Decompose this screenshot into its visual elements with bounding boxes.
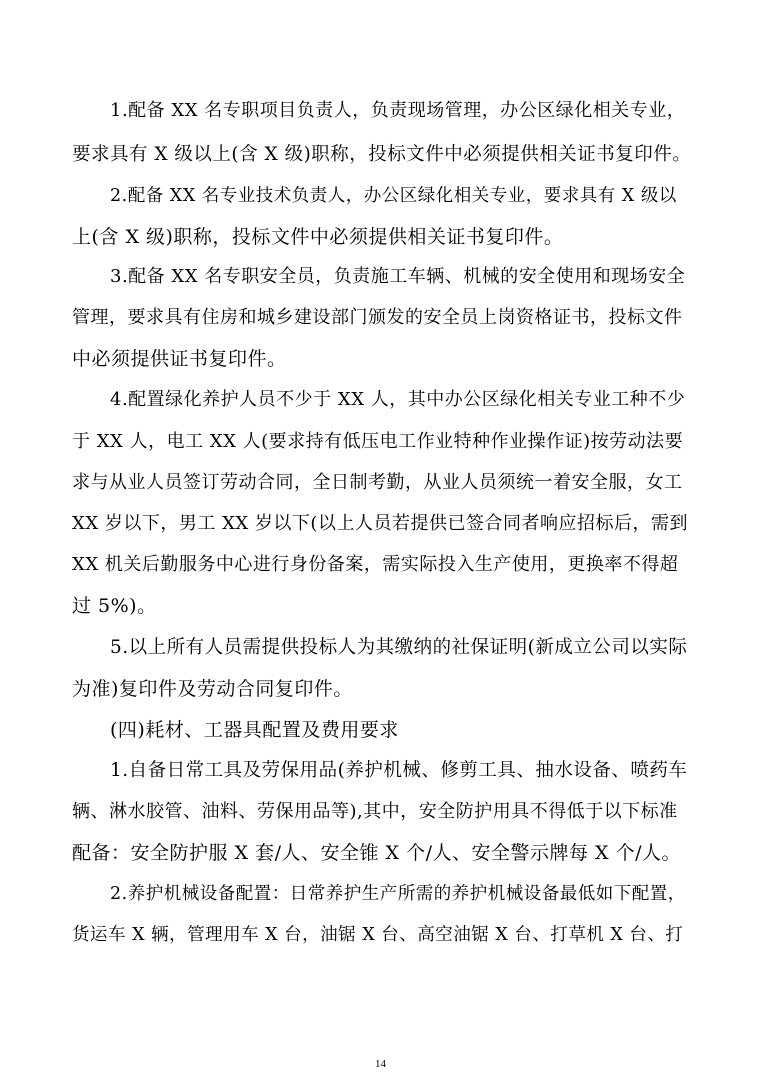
paragraph-line: 求与从业人员签订劳动合同，全日制考勤，从业人员须统一着安全服，女工 [72, 472, 683, 493]
paragraph-line: 2.配备 XX 名专业技术负责人，办公区绿化相关专业，要求具有 X 级以 [110, 186, 677, 206]
paragraph-line: XX 机关后勤服务中心进行身份备案，需实际投入生产使用，更换率不得超 [72, 554, 679, 575]
paragraph-line: 管理，要求具有住房和城乡建设部门颁发的安全员上岗资格证书，投标文件 [72, 307, 683, 328]
paragraph-line: 3.配备 XX 名专职安全员，负责施工车辆、机械的安全使用和现场安全 [110, 266, 686, 287]
paragraph-line: 过 5%)。 [72, 595, 157, 617]
paragraph-line: XX 岁以下，男工 XX 岁以下(以上人员若提供已签合同者响应招标后，需到 [72, 513, 688, 534]
paragraph-line: 配备：安全防护服 X 套/人、安全锥 X 个/人、安全警示牌每 X 个/人。 [72, 842, 682, 864]
section-heading: (四)耗材、工器具配置及费用要求 [110, 719, 399, 741]
paragraph-line: 1.自备日常工具及劳保用品(养护机械、修剪工具、抽水设备、喷药车 [110, 760, 688, 781]
paragraph-line: 1.配备 XX 名专职项目负责人，负责现场管理，办公区绿化相关专业， [110, 100, 686, 121]
paragraph-line: 货运车 X 辆，管理用车 X 台，油锯 X 台、高空油锯 X 台、打草机 X 台、打 [72, 925, 684, 945]
paragraph-line: 2.养护机械设备配置：日常养护生产所需的养护机械设备最低如下配置， [110, 884, 686, 904]
paragraph-line: 为准)复印件及劳动合同复印件。 [72, 678, 353, 700]
paragraph-line: 5.以上所有人员需提供投标人为其缴纳的社保证明(新成立公司以实际 [110, 637, 688, 658]
paragraph-line: 要求具有 X 级以上(含 X 级)职称，投标文件中必须提供相关证书复印件。 [72, 144, 692, 165]
page-number: 14 [375, 1058, 386, 1070]
paragraph-line: 于 XX 人，电工 XX 人(要求持有低压电工作业特种作业操作证)按劳动法要 [72, 431, 684, 452]
paragraph-line: 上(含 X 级)职称，投标文件中必须提供相关证书复印件。 [72, 226, 564, 248]
paragraph-line: 中必须提供证书复印件。 [72, 348, 287, 370]
paragraph-line: 辆、淋水胶管、油料、劳保用品等),其中，安全防护用具不得低于以下标准 [72, 801, 678, 822]
paragraph-line: 4.配置绿化养护人员不少于 XX 人，其中办公区绿化相关专业工种不少 [110, 389, 686, 410]
